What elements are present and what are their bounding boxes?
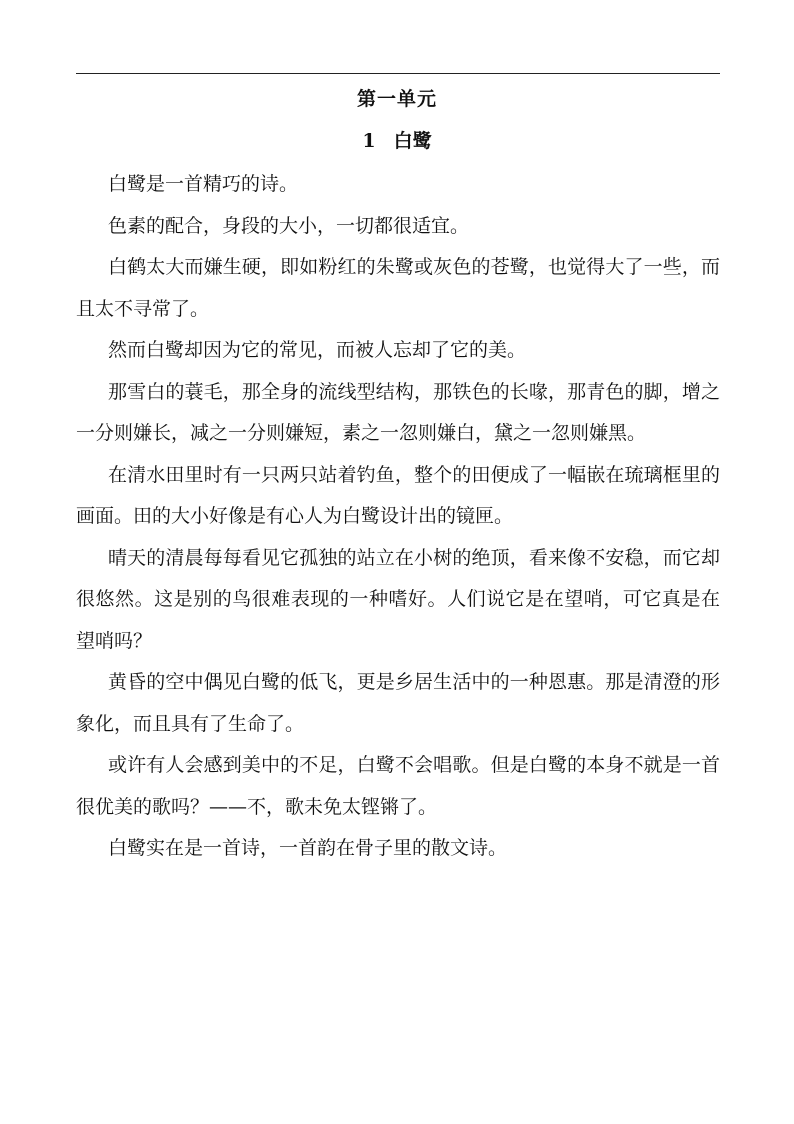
paragraph: 黄昏的空中偶见白鹭的低飞，更是乡居生活中的一种恩惠。那是清澄的形象化，而且具有了生命了。: [76, 671, 720, 735]
paragraph: 白鹭是一首精巧的诗。: [108, 173, 299, 195]
paragraph: 白鹭实在是一首诗，一首韵在骨子里的散文诗。: [108, 837, 508, 859]
paragraph: 白鹤太大而嫌生硬，即如粉红的朱鹭或灰色的苍鹭，也觉得大了一些，而且太不寻常了。: [76, 256, 720, 320]
lesson-title-text: 白鹭: [393, 130, 432, 152]
unit-title: 第一单元: [356, 88, 437, 110]
lesson-title: [0, 126, 794, 156]
paragraph: 色素的配合，身段的大小，一切都很适宜。: [108, 214, 470, 237]
header-rule: [76, 73, 720, 74]
paragraph: 然而白鹭却因为它的常见，而被人忘却了它的美。: [108, 339, 527, 361]
paragraph: 或许有人会感到美中的不足，白鹭不会唱歌。但是白鹭的本身不就是一首很优美的歌吗？——不，歌未免太铿锵了。: [76, 754, 720, 818]
paragraph: 晴天的清晨每每看见它孤独的站立在小树的绝顶，看来像不安稳，而它却很悠然。这是别的鸟很难表现的一种嗜好。人们说它是在望哨，可它真是在望哨吗？: [76, 546, 720, 652]
article-body: [76, 164, 720, 870]
paragraph: 在清水田里时有一只两只站着钓鱼，整个的田便成了一幅嵌在琉璃框里的画面。田的大小好像是有心人为白鹭设计出的镜匣。: [76, 463, 720, 527]
paragraph: 那雪白的蓑毛，那全身的流线型结构，那铁色的长喙，那青色的脚，增之一分则嫌长，减之一分则嫌短，素之一忽则嫌白，黛之一忽则嫌黑。: [76, 380, 720, 444]
lesson-number: 1: [362, 130, 376, 152]
